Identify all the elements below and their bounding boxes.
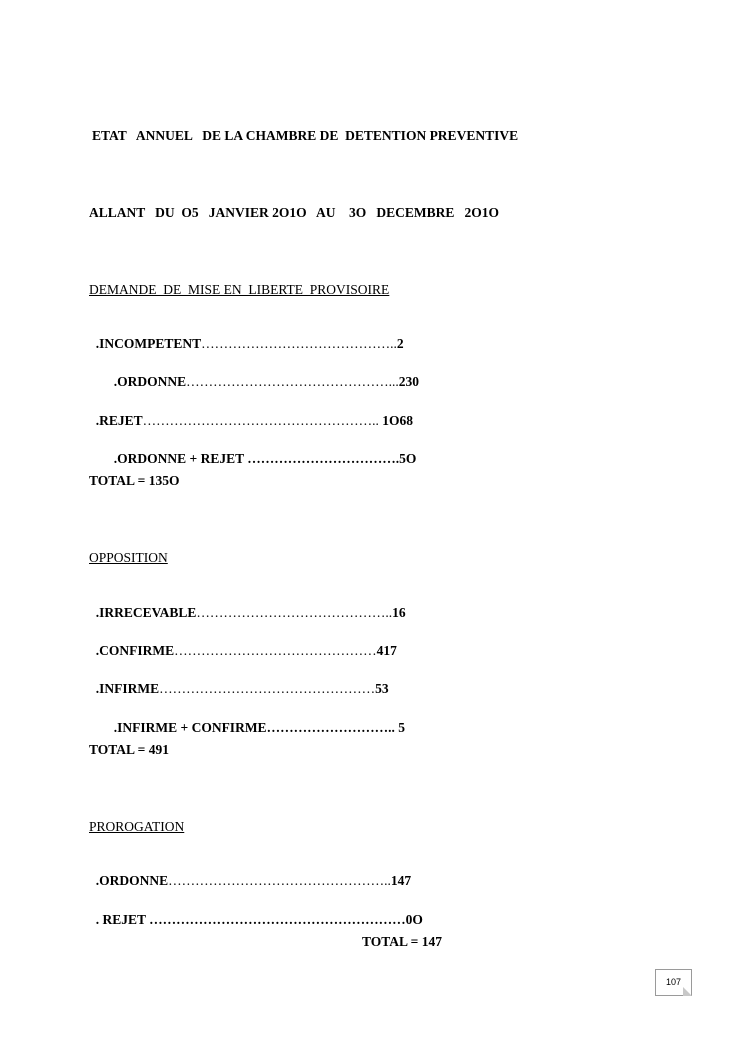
item-label: .INCOMPETENT bbox=[95, 336, 202, 351]
list-item-prorogation-rejet bbox=[89, 896, 423, 928]
item-value: 147 bbox=[390, 873, 412, 888]
section-total-prorogation: TOTAL = 147 bbox=[362, 934, 442, 949]
leader-dots: ……………………………………… bbox=[174, 643, 377, 658]
list-item-prorogation-ordonne bbox=[89, 857, 411, 889]
page-curl-icon bbox=[683, 987, 692, 996]
item-label: .REJET bbox=[95, 413, 143, 428]
leader-dots: ………………………………………... bbox=[186, 374, 399, 389]
list-item-ordonne bbox=[107, 358, 419, 390]
item-value: 16 bbox=[392, 605, 406, 620]
item-label: .ORDONNE + REJET bbox=[113, 451, 248, 466]
item-label: .INFIRME + CONFIRME bbox=[113, 720, 267, 735]
leader-dots: ……………………………. bbox=[247, 451, 400, 466]
item-value: 5 bbox=[398, 720, 405, 735]
item-label: .IRRECEVABLE bbox=[95, 605, 197, 620]
section-heading-prorogation: PROROGATION bbox=[89, 819, 185, 834]
page-number bbox=[655, 969, 692, 996]
item-label: .INFIRME bbox=[95, 681, 160, 696]
section-total-opposition: TOTAL = 491 bbox=[89, 742, 169, 757]
list-item-infirme-confirme bbox=[107, 704, 405, 736]
item-label: .ORDONNE bbox=[113, 374, 187, 389]
list-item-irrecevable bbox=[89, 589, 406, 621]
page-number-label: 107 bbox=[665, 977, 682, 987]
item-value: 1O68 bbox=[382, 413, 414, 428]
item-value: 5O bbox=[399, 451, 417, 466]
leader-dots: …………………………………….. bbox=[196, 605, 393, 620]
item-value: 2 bbox=[396, 336, 404, 351]
document-period: ALLANT DU O5 JANVIER 2O1O AU 3O DECEMBRE 2O1O bbox=[89, 205, 500, 220]
list-item-infirme bbox=[89, 665, 389, 697]
item-label: .CONFIRME bbox=[95, 643, 175, 658]
section-heading-opposition: OPPOSITION bbox=[89, 550, 168, 565]
leader-dots: …………………………………………….. bbox=[142, 413, 383, 428]
item-value: 417 bbox=[376, 643, 397, 658]
leader-dots: ………………………………………….. bbox=[168, 873, 391, 888]
list-item-ordonne-rejet bbox=[107, 435, 416, 467]
item-value: 0O bbox=[405, 912, 423, 927]
list-item-rejet bbox=[89, 397, 413, 429]
document-title: ETAT ANNUEL DE LA CHAMBRE DE DETENTION PREVENTIVE bbox=[92, 128, 519, 143]
section-heading-liberte-provisoire: DEMANDE DE MISE EN LIBERTE PROVISOIRE bbox=[89, 282, 390, 297]
leader-dots: ……………………….. bbox=[266, 720, 399, 735]
section-total-liberte-provisoire: TOTAL = 135O bbox=[89, 473, 180, 488]
item-label: . REJET bbox=[95, 912, 150, 927]
leader-dots: ………………………………………………… bbox=[149, 912, 406, 927]
list-item-incompetent bbox=[89, 320, 404, 352]
item-value: 230 bbox=[398, 374, 420, 389]
list-item-confirme bbox=[89, 627, 397, 659]
item-label: .ORDONNE bbox=[95, 873, 169, 888]
leader-dots: …………………………………….. bbox=[201, 336, 397, 351]
item-value: 53 bbox=[375, 681, 389, 696]
leader-dots: ………………………………………… bbox=[159, 681, 376, 696]
